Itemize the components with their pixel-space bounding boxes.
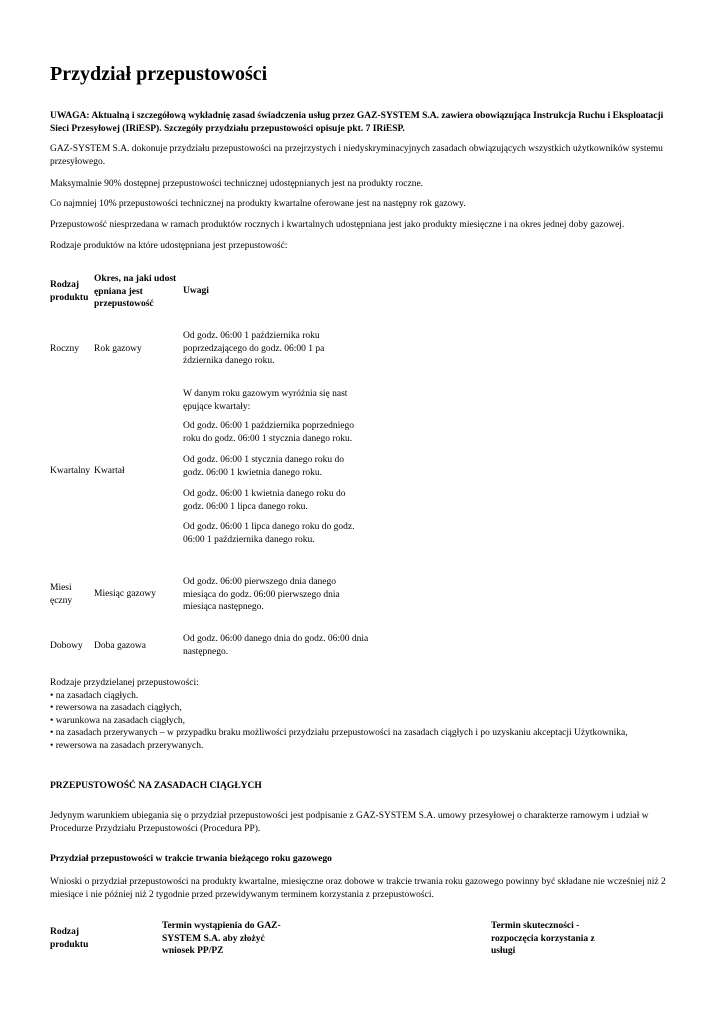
capacity-types-list — [50, 677, 680, 752]
table-header-period: Okres, na jaki udost ępniana jest przepustowość — [94, 274, 177, 309]
annual-share-paragraph: Maksymalnie 90% dostępnej przepustowości technicznej udostępnianych jest na produkty roczne. — [50, 179, 424, 189]
table-cell-notes: Od godz. 06:00 1 października poprzedniego roku do godz. 06:00 1 stycznia danego roku. — [183, 421, 354, 444]
table-header-type: Rodzaj produktu — [50, 280, 89, 303]
list-item: • na zasadach przerywanych – w przypadku braku możliwości przydziału przepustowości na zasadach ciągłych i po uzyskaniu akceptacji Użytkownika, — [50, 728, 628, 738]
table-cell-notes: Od godz. 06:00 pierwszego dnia danego miesiąca do godz. 06:00 pierwszego dnia miesiąca następnego. — [183, 577, 340, 612]
table-cell-type: Kwartalny — [50, 466, 91, 476]
deadline-header-submission: Termin wystąpienia do GAZ-SYSTEM S.A. aby złożyć wniosek PP/PZ — [162, 921, 281, 956]
section-heading: PRZEPUSTOWOŚĆ NA ZASADACH CIĄGŁYCH — [50, 781, 262, 791]
deadline-header-effective: Termin skuteczności - rozpoczęcia korzystania z usługi — [491, 921, 595, 956]
table-cell-notes: W danym roku gazowym wyróżnia się nast ępujące kwartały: — [183, 389, 348, 412]
table-cell-notes: Od godz. 06:00 1 stycznia danego roku do godz. 06:00 1 kwietnia danego roku. — [183, 455, 344, 478]
list-item: • rewersowa na zasadach przerywanych. — [50, 740, 204, 751]
unsold-capacity-paragraph: Przepustowość niesprzedana w ramach produktów rocznych i kwartalnych udostępniana jest jako produkty miesięczne i na okres jednej doby gazowej. — [50, 220, 625, 230]
product-types-intro: Rodzaje produktów na które udostępniana jest przepustowość: — [50, 241, 288, 251]
intro-paragraph: GAZ-SYSTEM S.A. dokonuje przydziału przepustowości na przejrzystych i niedyskryminacyjnych zasadach obwiązujących wszystkich użytkowników systemu przesyłowego. — [50, 144, 663, 167]
table-cell-notes: Od godz. 06:00 1 lipca danego roku do godz. 06:00 1 października danego roku. — [183, 522, 355, 545]
section-paragraph: Jedynym warunkiem ubiegania się o przydział przepustowości jest podpisanie z GAZ-SYSTEM S.A. umowy przesyłowej o charakterze ramowym i udział w Procedurze Przydziału Przepustowości (Procedura PP). — [50, 811, 649, 834]
table-cell-type: Roczny — [50, 344, 80, 354]
table-cell-period: Rok gazowy — [94, 344, 142, 354]
table-cell-notes: Od godz. 06:00 danego dnia do godz. 06:00 dnia następnego. — [183, 634, 369, 657]
table-cell-period: Doba gazowa — [94, 641, 146, 651]
table-header-notes: Uwagi — [183, 286, 209, 296]
table-cell-type: Miesi ęczny — [50, 583, 73, 606]
subheading: Przydział przepustowości w trakcie trwania bieżącego roku gazowego — [50, 854, 332, 864]
quarterly-share-paragraph: Co najmniej 10% przepustowości technicznej na produkty kwartalne oferowane jest na następny rok gazowy. — [50, 199, 466, 209]
table-cell-period: Kwartał — [94, 466, 125, 476]
page-title: Przydział przepustowości — [50, 63, 268, 85]
notice-text: UWAGA: Aktualną i szczegółową wykładnię zasad świadczenia usług przez GAZ-SYSTEM S.A. zawiera obowiązująca Instrukcja Ruchu i Eksploatacji Sieci Przesyłowej (IRiESP). Szczegóły przydziału przepustowości opisuje pkt. 7 IRiESP. — [50, 111, 664, 134]
list-item: • na zasadach ciągłych. — [50, 690, 139, 701]
deadline-header-type: Rodzaj produktu — [50, 927, 89, 950]
table-cell-period: Miesiąc gazowy — [94, 589, 156, 599]
table-cell-notes: Od godz. 06:00 1 października roku poprzedzającego do godz. 06:00 1 pa ździernika danego roku. — [183, 331, 325, 366]
list-item: • warunkowa na zasadach ciągłych, — [50, 715, 185, 726]
capacity-types-intro: Rodzaje przydzielanej przepustowości: — [50, 678, 199, 688]
subheading-paragraph: Wnioski o przydział przepustowości na produkty kwartalne, miesięczne oraz dobowe w trakcie trwania roku gazowego powinny być składane nie wcześniej niż 2 miesiące i nie później niż 2 tygodnie przed przewidywanym terminem korzystania z przepustowości. — [50, 877, 666, 900]
table-cell-type: Dobowy — [50, 641, 83, 651]
table-cell-notes: Od godz. 06:00 1 kwietnia danego roku do godz. 06:00 1 lipca danego roku. — [183, 489, 346, 512]
list-item: • rewersowa na zasadach ciągłych, — [50, 703, 182, 713]
